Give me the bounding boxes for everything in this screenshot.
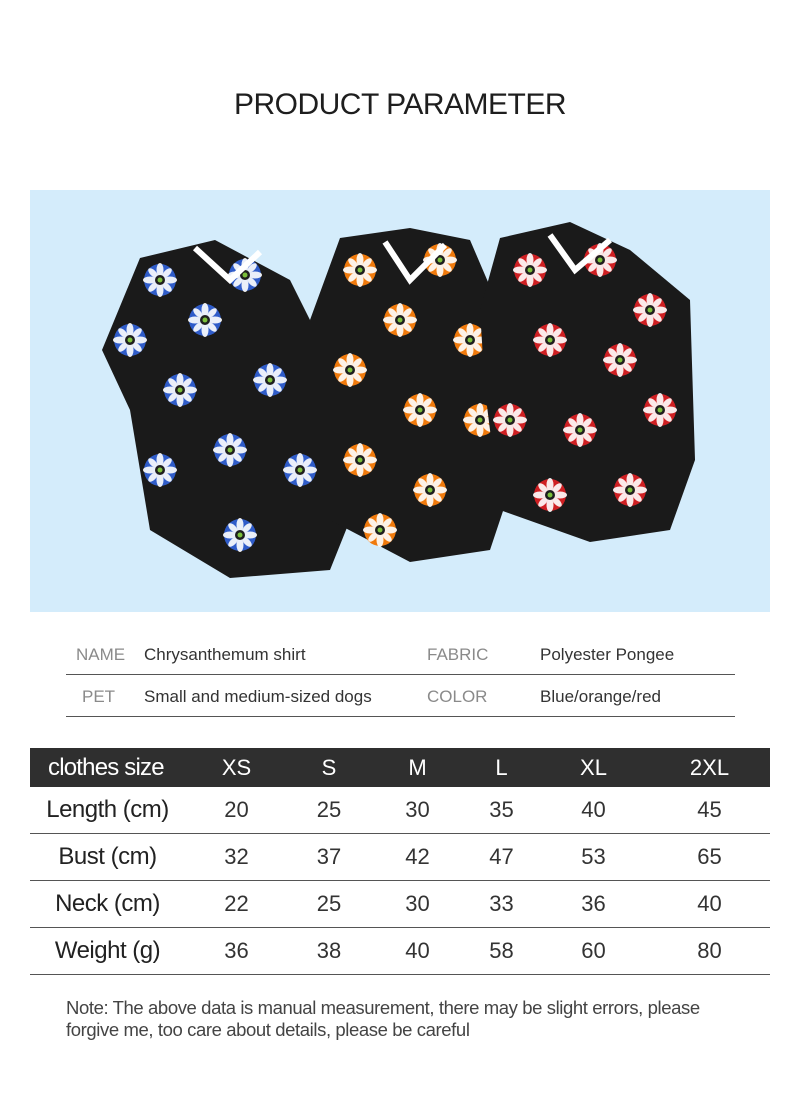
- table-cell: 45: [649, 787, 770, 834]
- table-cell: 36: [538, 881, 649, 928]
- size-header-xs: XS: [185, 748, 288, 787]
- row-label: Neck (cm): [30, 881, 185, 928]
- param-label-name: NAME: [76, 645, 126, 664]
- table-cell: 30: [370, 787, 465, 834]
- product-params: [66, 633, 735, 717]
- size-table: [30, 748, 770, 975]
- param-value-fabric: Polyester Pongee: [540, 645, 675, 664]
- table-cell: 47: [465, 834, 538, 881]
- table-row: [30, 928, 770, 975]
- table-cell: 40: [370, 928, 465, 975]
- row-label: Bust (cm): [30, 834, 185, 881]
- orange-shirt: [310, 228, 510, 562]
- table-cell: 60: [538, 928, 649, 975]
- table-cell: 65: [649, 834, 770, 881]
- table-row: [30, 834, 770, 881]
- blue-shirt: [102, 240, 350, 578]
- param-value-name: Chrysanthemum shirt: [144, 645, 306, 664]
- size-header-l: L: [465, 748, 538, 787]
- size-table-header: [30, 748, 770, 787]
- param-label-color: COLOR: [427, 687, 488, 706]
- row-label: Weight (g): [30, 928, 185, 975]
- param-label-fabric: FABRIC: [427, 645, 489, 664]
- table-cell: 35: [465, 787, 538, 834]
- table-cell: 53: [538, 834, 649, 881]
- table-cell: 40: [649, 881, 770, 928]
- param-label-pet: PET: [82, 687, 116, 706]
- row-label: Length (cm): [30, 787, 185, 834]
- size-header-label: clothes size: [30, 748, 185, 787]
- table-cell: 32: [185, 834, 288, 881]
- param-value-color: Blue/orange/red: [540, 687, 661, 706]
- table-cell: 38: [288, 928, 370, 975]
- param-value-pet: Small and medium-sized dogs: [144, 687, 372, 706]
- table-cell: 37: [288, 834, 370, 881]
- table-cell: 20: [185, 787, 288, 834]
- table-cell: 33: [465, 881, 538, 928]
- dog-shirts-illustration: [30, 190, 770, 612]
- product-photo: [30, 190, 770, 612]
- measurement-note: Note: The above data is manual measurement, there may be slight errors, please forgive me, too care about details, please be careful: [66, 997, 700, 1040]
- table-cell: 80: [649, 928, 770, 975]
- param-row-pet: [66, 675, 735, 717]
- table-cell: 58: [465, 928, 538, 975]
- table-cell: 22: [185, 881, 288, 928]
- table-row: [30, 881, 770, 928]
- page-title: PRODUCT PARAMETER: [233, 88, 567, 121]
- table-cell: 42: [370, 834, 465, 881]
- param-row-name: [66, 633, 735, 675]
- size-header-2xl: 2XL: [649, 748, 770, 787]
- table-row: [30, 787, 770, 834]
- table-cell: 25: [288, 787, 370, 834]
- red-shirt: [480, 222, 695, 542]
- table-cell: 36: [185, 928, 288, 975]
- table-cell: 40: [538, 787, 649, 834]
- table-cell: 30: [370, 881, 465, 928]
- table-cell: 25: [288, 881, 370, 928]
- size-header-xl: XL: [538, 748, 649, 787]
- size-header-s: S: [288, 748, 370, 787]
- size-header-m: M: [370, 748, 465, 787]
